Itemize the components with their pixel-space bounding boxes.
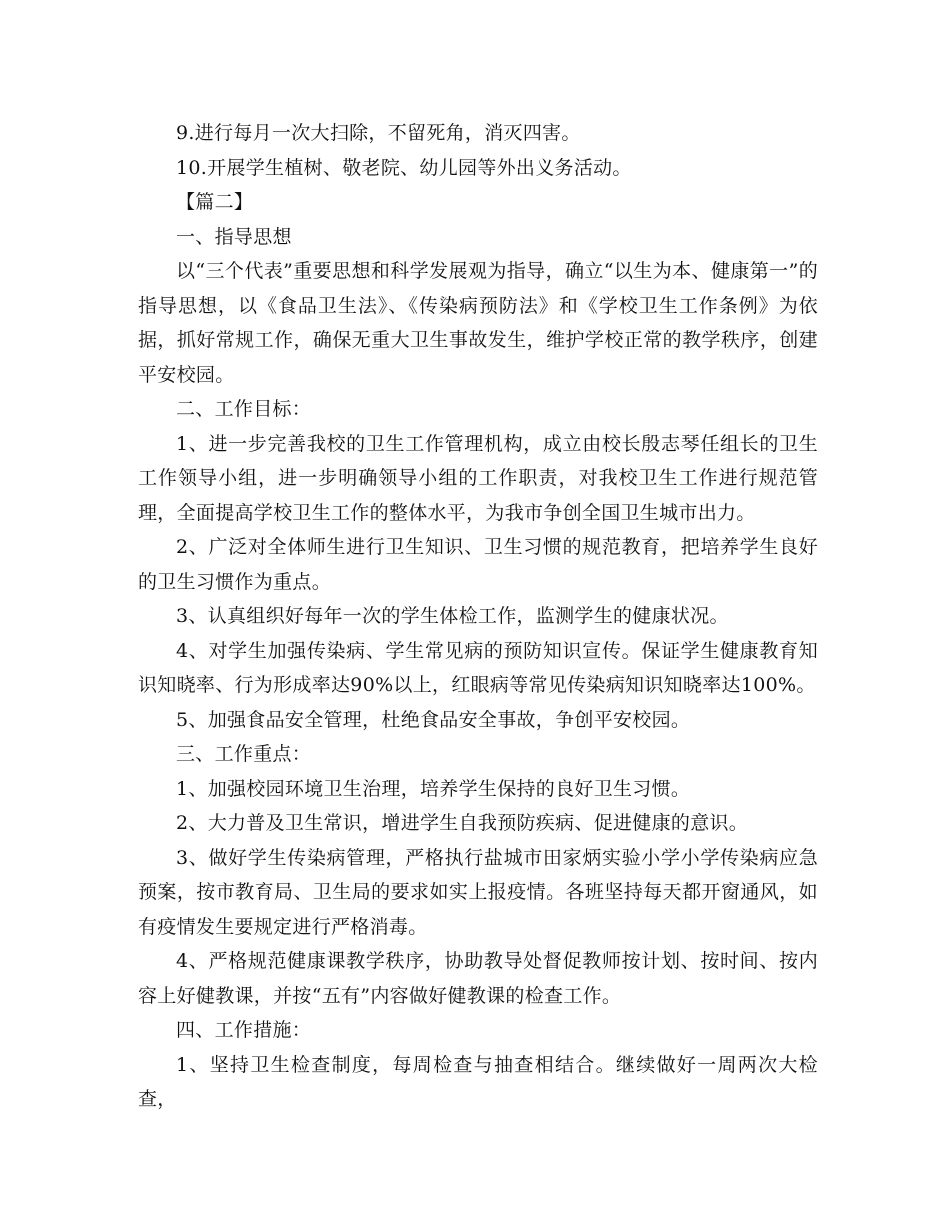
- list-item-10: 10.开展学生植树、敬老院、幼儿园等外出义务活动。: [176, 156, 632, 179]
- goal-item-4: 4、对学生加强传染病、学生常见病的预防知识宣传。保证学生健康教育知识知晓率、行为形成率达90%以上，红眼病等常见传染病知识知晓率达100%。: [138, 639, 818, 696]
- goal-item-2: 2、广泛对全体师生进行卫生知识、卫生习惯的规范教育，把培养学生良好的卫生习惯作为重点。: [138, 536, 818, 593]
- measure-item-1: 1、坚持卫生检查制度，每周检查与抽查相结合。继续做好一周两次大检查，: [138, 1053, 818, 1110]
- focus-item-1: 1、加强校园环境卫生治理，培养学生保持的良好卫生习惯。: [176, 777, 691, 800]
- heading-guiding-thought: 一、指导思想: [176, 225, 292, 248]
- heading-work-goals: 二、工作目标：: [176, 398, 312, 420]
- focus-item-4: 4、严格规范健康课教学秩序，协助教导处督促教师按计划、按时间、按内容上好健教课，并按“五有”内容做好健教课的检查工作。: [138, 950, 818, 1007]
- document-body: [138, 116, 818, 1117]
- focus-item-3: 3、做好学生传染病管理，严格执行盐城市田家炳实验小学小学传染病应急预案，按市教育局、卫生局的要求如实上报疫情。各班坚持每天都开窗通风，如有疫情发生要规定进行严格消毒。: [138, 846, 818, 938]
- heading-work-measures: 四、工作措施：: [176, 1019, 312, 1041]
- goal-item-1: 1、进一步完善我校的卫生工作管理机构，成立由校长殷志琴任组长的卫生工作领导小组，进一步明确领导小组的工作职责，对我校卫生工作进行规范管理，全面提高学校卫生工作的整体水平，为我市争创全国卫生城市出力。: [138, 432, 818, 524]
- goal-item-3: 3、认真组织好每年一次的学生体检工作，监测学生的健康状况。: [176, 605, 729, 627]
- focus-item-2: 2、大力普及卫生常识，增进学生自我预防疾病、促进健康的意识。: [176, 812, 749, 834]
- heading-work-focus: 三、工作重点：: [176, 743, 312, 765]
- list-item-9: 9.进行每月一次大扫除，不留死角，消灭四害。: [176, 122, 581, 144]
- paragraph-guiding-thought: 以“三个代表”重要思想和科学发展观为指导，确立“以生为本、健康第一”的指导思想，以《食品卫生法》、《传染病预防法》和《学校卫生工作条例》为依据，抓好常规工作，确保无重大卫生事故发生，维护学校正常的教学秩序，创建平安校园。: [138, 260, 818, 386]
- section-marker: 【篇二】: [176, 191, 254, 213]
- goal-item-5: 5、加强食品安全管理，杜绝食品安全事故，争创平安校园。: [176, 708, 691, 731]
